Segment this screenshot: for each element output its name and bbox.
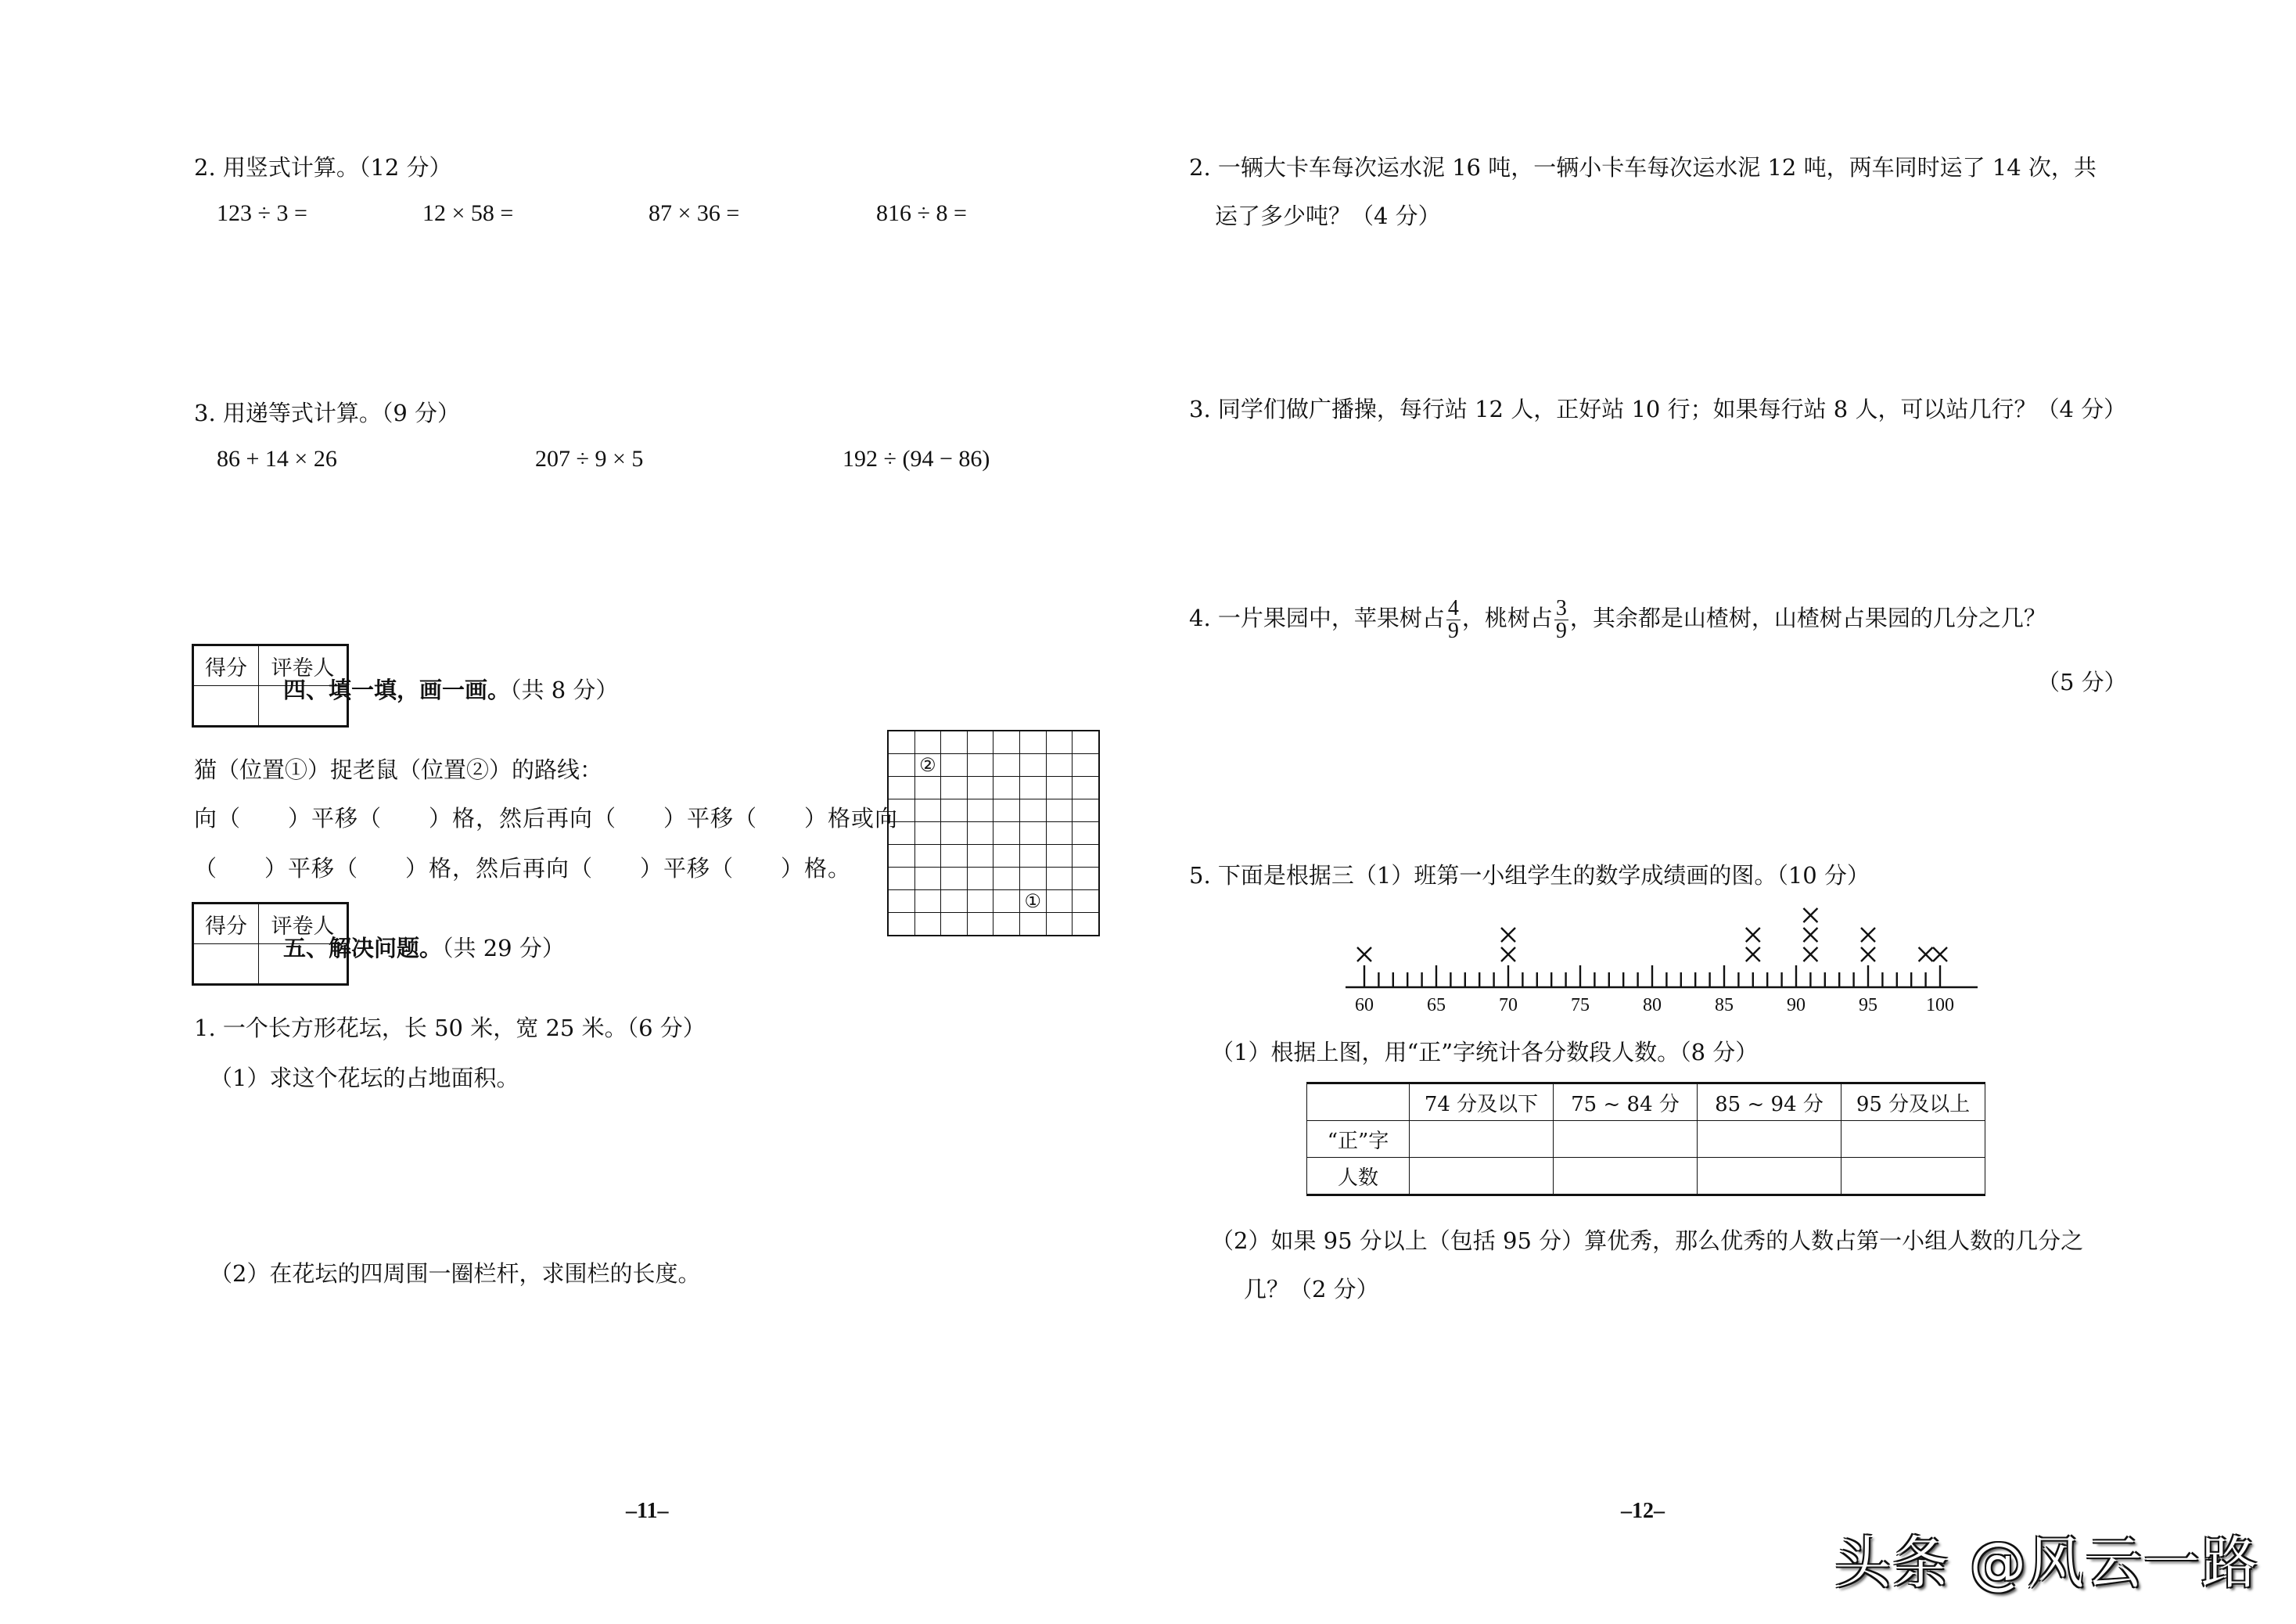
table-header: 75 ~ 84 分: [1554, 1083, 1698, 1121]
score-field[interactable]: [193, 686, 259, 727]
movement-grid: [887, 730, 1100, 936]
section5-heading: [283, 932, 565, 964]
q2-expression: 816 ÷ 8 =: [876, 200, 967, 226]
q3-expression: 192 ÷ (94 − 86): [843, 446, 990, 472]
table-header: [1307, 1083, 1410, 1121]
section4-heading: [283, 674, 618, 706]
answer-cell[interactable]: [1410, 1158, 1554, 1195]
answer-cell[interactable]: [1554, 1158, 1698, 1195]
section4-line2: （ ）平移（ ）格，然后再向（ ）平移（ ）格。: [194, 855, 852, 882]
section5-q1-sub1: （1）求这个花坛的占地面积。: [210, 1065, 519, 1091]
page-number: –12–: [1621, 1499, 1665, 1523]
q4-part3: ，其余都是山楂树，山楂树占果园的几分之几？: [1569, 605, 2046, 631]
fraction-peach: $\frac{3}{9}$: [1555, 595, 1567, 643]
q5-title: 5. 下面是根据三（1）班第一小组学生的数学成绩画的图。（10 分）: [1189, 862, 1870, 889]
svg-text:85: 85: [1715, 995, 1734, 1015]
section5-q1: 1. 一个长方形花坛，长 50 米，宽 25 米。（6 分）: [194, 1015, 706, 1041]
svg-text:65: 65: [1427, 995, 1446, 1015]
answer-cell[interactable]: [1410, 1121, 1554, 1158]
q3-title: 3. 用递等式计算。（9 分）: [194, 400, 461, 426]
answer-cell[interactable]: [1698, 1158, 1841, 1195]
svg-text:60: 60: [1355, 995, 1374, 1015]
section5-q1-sub2: （2）在花坛的四周围一圈栏杆，求围栏的长度。: [210, 1260, 701, 1287]
table-row: [1307, 1158, 1985, 1195]
svg-text:80: 80: [1643, 995, 1662, 1015]
grader-label: 评卷人: [259, 645, 348, 686]
table-header: 95 分及以上: [1841, 1083, 1985, 1121]
score-label: 得分: [193, 645, 259, 686]
fraction-apple: $\frac{4}{9}$: [1447, 595, 1459, 643]
page-number: –11–: [626, 1499, 669, 1523]
q4-part1: 4. 一片果园中，苹果树占: [1189, 605, 1445, 631]
svg-text:100: 100: [1926, 995, 1954, 1015]
q3-expression: 207 ÷ 9 × 5: [535, 446, 644, 472]
section4-title: 四、填一填，画一画。: [283, 677, 511, 703]
tally-table: [1306, 1082, 1985, 1196]
score-field[interactable]: [193, 944, 259, 985]
row-label: “正”字: [1307, 1121, 1410, 1158]
q5-sub2-line2: 几？（2 分）: [1244, 1276, 1379, 1302]
q2-line2: 运了多少吨？（4 分）: [1215, 203, 1441, 229]
svg-text:90: 90: [1787, 995, 1806, 1015]
svg-text:70: 70: [1499, 995, 1518, 1015]
q2-line1: 2. 一辆大卡车每次运水泥 16 吨，一辆小卡车每次运水泥 12 吨，两车同时运了 14 次，共: [1189, 154, 2097, 181]
section4-points: （共 8 分）: [510, 677, 619, 703]
answer-cell[interactable]: [1698, 1121, 1841, 1158]
q2-expression: 12 × 58 =: [422, 200, 514, 226]
svg-text:75: 75: [1571, 995, 1590, 1015]
section4-line1: 向（ ）平移（ ）格，然后再向（ ）平移（ ）格或向: [194, 805, 899, 832]
q2-expression: 123 ÷ 3 =: [217, 200, 307, 226]
row-label: 人数: [1307, 1158, 1410, 1195]
section4-intro: 猫（位置①）捉老鼠（位置②）的路线：: [194, 756, 603, 783]
answer-cell[interactable]: [1841, 1158, 1985, 1195]
q5-sub2-line1: （2）如果 95 分以上（包括 95 分）算优秀，那么优秀的人数占第一小组人数的几分之: [1211, 1227, 2084, 1254]
svg-text:95: 95: [1859, 995, 1877, 1015]
q2-expression: 87 × 36 =: [649, 200, 740, 226]
table-row: [1307, 1121, 1985, 1158]
table-header: 74 分及以下: [1410, 1083, 1554, 1121]
answer-cell[interactable]: [1554, 1121, 1698, 1158]
q2-title: 2. 用竖式计算。（12 分）: [194, 154, 452, 181]
section5-points: （共 29 分）: [442, 935, 565, 961]
q4-points: （5 分）: [2037, 669, 2127, 695]
score-label: 得分: [193, 904, 259, 944]
watermark: 头条 @风云一路: [1834, 1530, 2259, 1596]
q5-sub1: （1）根据上图，用“正”字统计各分数段人数。（8 分）: [1211, 1039, 1759, 1065]
grader-label: 评卷人: [259, 904, 348, 944]
answer-cell[interactable]: [1841, 1121, 1985, 1158]
q4-part2: ，桃树占: [1461, 605, 1553, 631]
cat-position-marker: ①: [1019, 890, 1046, 913]
mouse-position-marker: ②: [914, 754, 941, 777]
q3-text: 3. 同学们做广播操，每行站 12 人，正好站 10 行；如果每行站 8 人，可以站几行？（4 分）: [1189, 396, 2127, 422]
section5-title: 五、解决问题。: [283, 935, 443, 961]
q4-text: [1189, 596, 2046, 642]
table-header: 85 ~ 94 分: [1698, 1083, 1841, 1121]
score-dot-plot: [1341, 907, 1990, 1017]
q3-expression: 86 + 14 × 26: [217, 446, 337, 472]
